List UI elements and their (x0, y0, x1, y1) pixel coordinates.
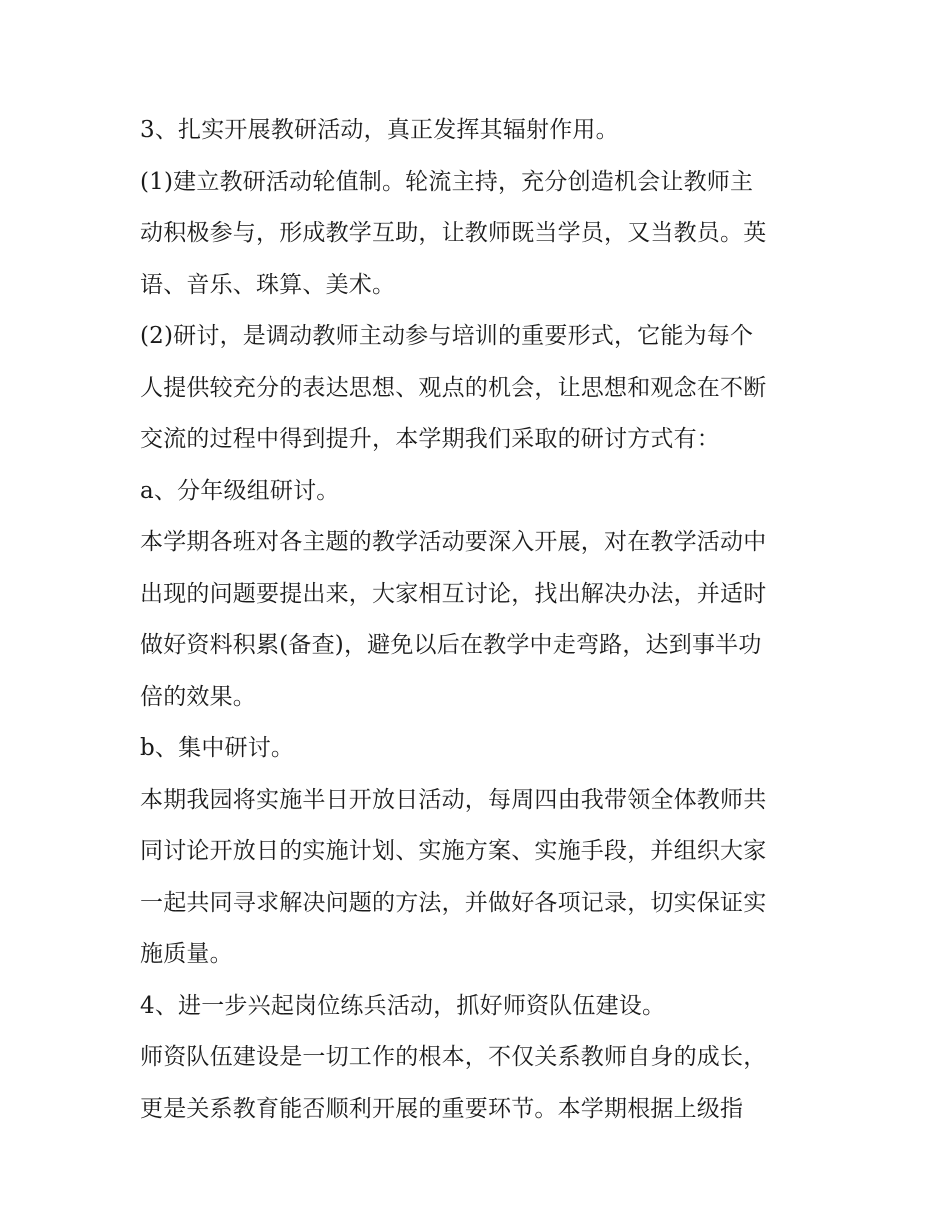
document-body (140, 105, 820, 1135)
paragraph-line: 一起共同寻求解决问题的方法，并做好各项记录，切实保证实 (140, 889, 767, 916)
paragraph-line: 本学期各班对各主题的教学活动要深入开展，对在教学活动中 (140, 529, 767, 555)
paragraph-line: 做好资料积累(备查)，避免以后在教学中走弯路，达到事半功 (140, 632, 762, 658)
paragraph-line: (2)研讨，是调动教师主动参与培训的重要形式，它能为每个 (140, 323, 754, 349)
paragraph-line: 本期我园将实施半日开放日活动，每周四由我带领全体教师共 (140, 786, 767, 813)
paragraph-line: 交流的过程中得到提升，本学期我们采取的研讨方式有： (140, 426, 720, 452)
paragraph-line: 施质量。 (140, 941, 233, 967)
section-heading-3: 3、扎实开展教研活动，真正发挥其辐射作用。 (140, 117, 619, 143)
paragraph-line: 同讨论开放日的实施计划、实施方案、实施手段，并组织大家 (140, 838, 767, 864)
paragraph-line: 动积极参与，形成教学互助，让教师既当学员，又当教员。英 (140, 220, 767, 246)
subheading-b: b、集中研讨。 (140, 735, 295, 761)
paragraph-line: (1)建立教研活动轮值制。轮流主持，充分创造机会让教师主 (140, 168, 754, 195)
paragraph-line: 出现的问题要提出来，大家相互讨论，找出解决办法，并适时 (140, 580, 767, 607)
paragraph-line: 更是关系教育能否顺利开展的重要环节。本学期根据上级指 (140, 1095, 744, 1122)
paragraph-line: 语、音乐、珠算、美术。 (140, 271, 396, 298)
section-heading-4: 4、进一步兴起岗位练兵活动，抓好师资队伍建设。 (140, 992, 666, 1019)
paragraph-line: 师资队伍建设是一切工作的根本，不仅关系教师自身的成长， (140, 1044, 767, 1070)
subheading-a: a、分年级组研讨。 (140, 477, 340, 504)
paragraph-line: 倍的效果。 (140, 683, 256, 710)
paragraph-line: 人提供较充分的表达思想、观点的机会，让思想和观念在不断 (140, 374, 767, 401)
